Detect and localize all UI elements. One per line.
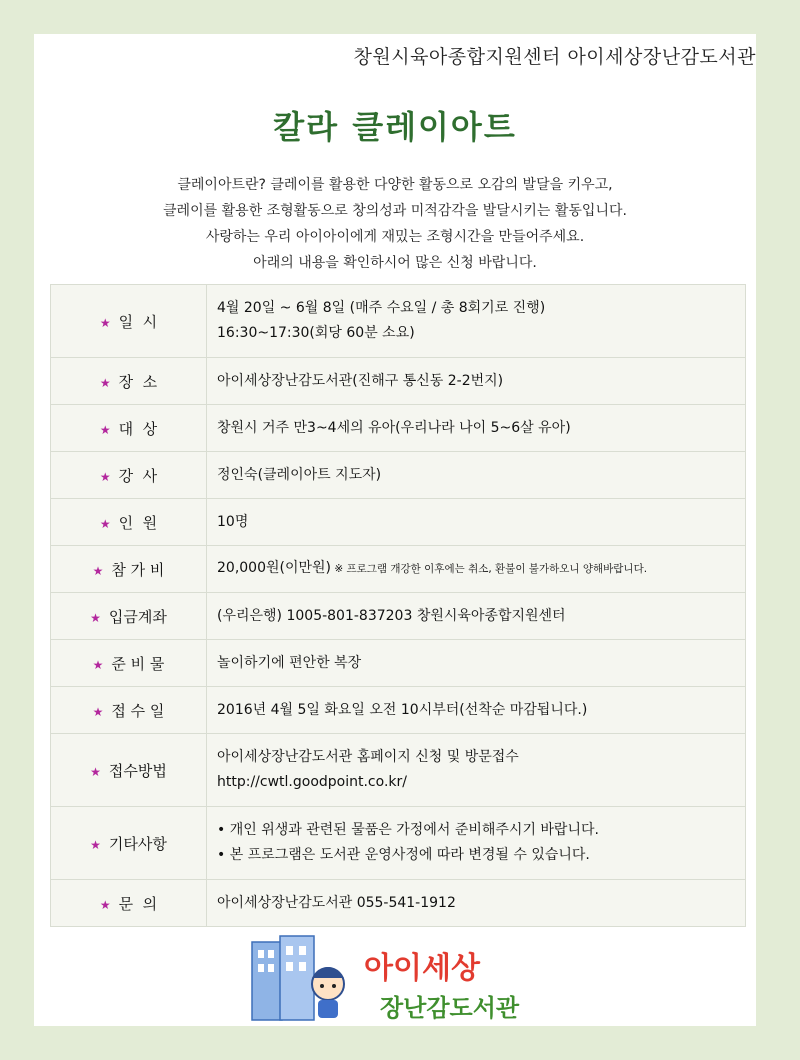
intro-line: 클레이아트란? 클레이를 활용한 다양한 활동으로 오감의 발달을 키우고,	[177, 177, 613, 193]
table-row	[51, 734, 746, 807]
table-row	[51, 546, 746, 593]
row-value: 아이세상장난감도서관 055-541-1912	[207, 880, 746, 927]
table-row	[51, 807, 746, 880]
row-label: ★ 일 시	[51, 285, 207, 358]
row-label: ★ 문 의	[51, 880, 207, 927]
row-value: 10명	[207, 499, 746, 546]
star-icon: ★	[90, 837, 101, 852]
table-row	[51, 285, 746, 358]
row-label: ★ 입금계좌	[51, 593, 207, 640]
library-logo	[244, 934, 564, 1024]
organization-name: 창원시육아종합지원센터 아이세상장난감도서관	[353, 46, 756, 68]
row-label: ★ 참 가 비	[51, 546, 207, 593]
star-icon: ★	[99, 375, 111, 390]
star-icon: ★	[92, 657, 104, 672]
row-label: ★ 준 비 물	[51, 640, 207, 687]
row-value: 4월 20일 ~ 6월 8일 (매주 수요일 / 총 8회기로 진행) 16:30~17:30(회당 60분 소요)	[207, 285, 746, 358]
logo-line2: 장난감도서관	[380, 994, 520, 1022]
row-value: 20,000원(이만원) ※ 프로그램 개강한 이후에는 취소, 환불이 불가하오니 양해바랍니다.	[207, 546, 746, 593]
table-row	[51, 593, 746, 640]
star-icon: ★	[92, 563, 104, 578]
row-value: • 개인 위생과 관련된 물품은 가정에서 준비해주시기 바랍니다. • 본 프로그램은 도서관 운영사정에 따라 변경될 수 있습니다.	[207, 807, 746, 880]
row-label: ★ 대 상	[51, 405, 207, 452]
row-label: ★ 강 사	[51, 452, 207, 499]
table-row	[51, 358, 746, 405]
building-icon	[252, 936, 314, 1020]
star-icon: ★	[99, 422, 111, 437]
child-mascot-icon	[312, 967, 344, 1018]
row-value: (우리은행) 1005-801-837203 창원시육아종합지원센터	[207, 593, 746, 640]
logo-line1	[364, 951, 481, 986]
table-row	[51, 880, 746, 927]
document-page	[34, 34, 756, 1026]
table-row	[51, 687, 746, 734]
row-value: 정인숙(클레이아트 지도자)	[207, 452, 746, 499]
row-value: 창원시 거주 만3~4세의 유아(우리나라 나이 5~6살 유아)	[207, 405, 746, 452]
row-label: ★ 기타사항	[51, 807, 207, 880]
row-value: 놀이하기에 편안한 복장	[207, 640, 746, 687]
row-value: 아이세상장난감도서관 홈페이지 신청 및 방문접수 http://cwtl.goodpoint.co.kr/	[207, 734, 746, 807]
star-icon: ★	[99, 315, 111, 330]
star-icon: ★	[99, 897, 111, 912]
row-value: 2016년 4월 5일 화요일 오전 10시부터(선착순 마감됩니다.)	[207, 687, 746, 734]
refund-note: ※ 프로그램 개강한 이후에는 취소, 환불이 불가하오니 양해바랍니다.	[331, 563, 648, 575]
row-label: ★ 접수방법	[51, 734, 207, 807]
intro-line: 사랑하는 우리 아이아이에게 재밌는 조형시간을 만들어주세요.	[205, 229, 585, 245]
logo-line1-text: 아이세상	[364, 951, 480, 986]
intro-line: 아래의 내용을 확인하시어 많은 신청 바랍니다.	[253, 255, 537, 271]
star-icon: ★	[90, 610, 101, 625]
intro-line: 클레이를 활용한 조형활동으로 창의성과 미적감각을 발달시키는 활동입니다.	[163, 203, 627, 219]
homepage-link[interactable]: http://cwtl.goodpoint.co.kr/	[217, 774, 407, 790]
row-label: ★ 장 소	[51, 358, 207, 405]
table-row	[51, 452, 746, 499]
page-title: 칼라 클레이아트	[273, 108, 517, 146]
row-label: ★ 접 수 일	[51, 687, 207, 734]
star-icon: ★	[92, 704, 104, 719]
row-value: 아이세상장난감도서관(진해구 통신동 2-2번지)	[207, 358, 746, 405]
intro-paragraph	[34, 172, 756, 276]
table-row	[51, 499, 746, 546]
row-label: ★ 인 원	[51, 499, 207, 546]
info-table	[50, 284, 746, 927]
star-icon: ★	[99, 469, 111, 484]
star-icon: ★	[99, 516, 111, 531]
table-row	[51, 405, 746, 452]
table-row	[51, 640, 746, 687]
star-icon: ★	[90, 764, 101, 779]
